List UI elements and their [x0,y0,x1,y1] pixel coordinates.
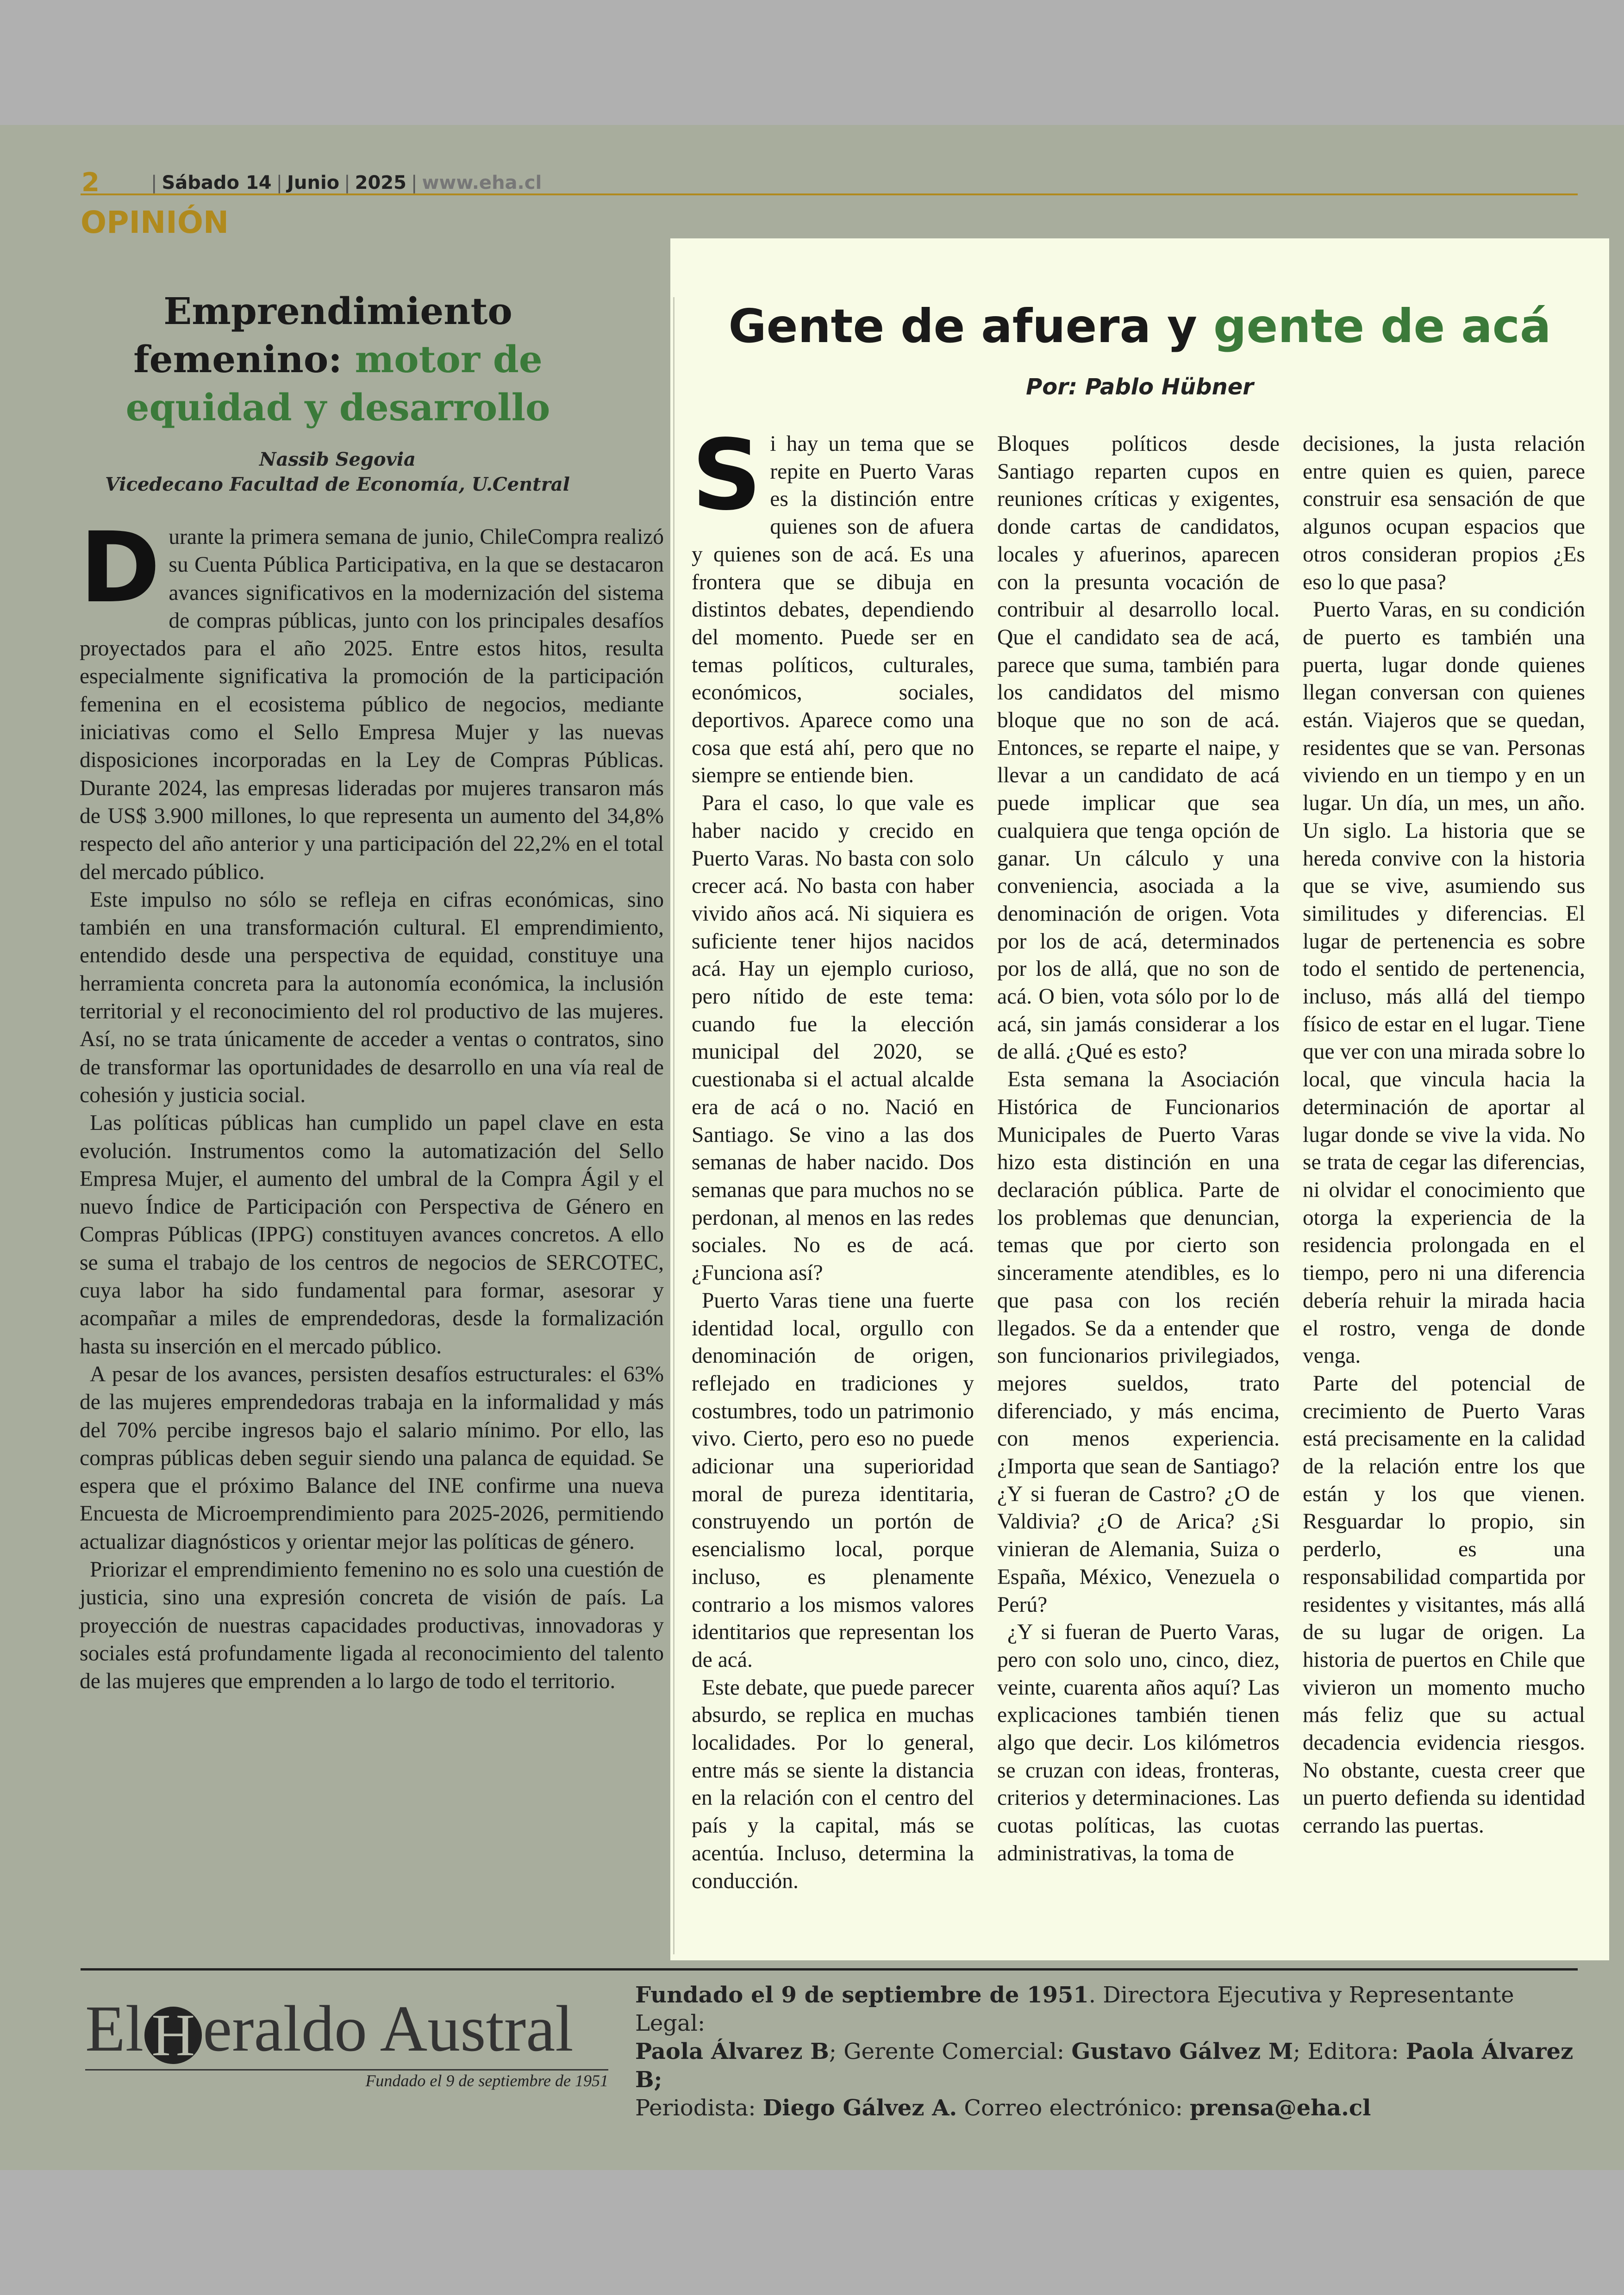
right-article-byline: Por: Pablo Hübner [1026,374,1254,400]
right-title-part1: Gente de afuera y [728,299,1198,353]
left-article-body [80,511,664,1695]
left-paragraph: Durante la primera semana de junio, ChileCompra realizó su Cuenta Pública Participativa, en la que se destacaron avances significativos en la modernización del sistema de compras públicas, junto con los principales desafíos proyectados para el año 2025. Entre estos hitos, resulta especialmente significativa la promoción de la participación femenina en el ecosistema público de negocios, mediante iniciativas como el Sello Empresa Mujer y las nuevas disposiciones incorporadas en la Ley de Compras Públicas. Durante 2024, las empresas lideradas por mujeres transaron más de US$ 3.900 millones, lo que representa un aumento del 34,8% respecto del año anterior y una participación del 22,2% en el total del mercado público. [80,511,664,884]
right-paragraph: Para el caso, lo que vale es haber nacido y crecido en Puerto Varas. No basta con solo crecer acá. No basta con haber vivido años acá. Ni siquiera es suficiente tener hijos nacidos acá. Hay un ejemplo curioso, pero nítido de este tema: cuando fue la elección municipal del 2020, se cuestionaba si el actual alcalde era de acá o no. Nació en Santiago. Se vino a las dos semanas de haber nacido. Dos semanas que para muchos no se perdonan, al menos en las redes sociales. No es de acá. ¿Funciona así? [692,791,974,1285]
right-paragraph: Puerto Varas tiene una fuerte identidad local, orgullo con denominación de origen, reflejado en tradiciones y costumbres, todo un patrimonio vivo. Cierto, pero eso no puede adicionar una superioridad moral de pureza identitaria, construyendo un portón de esencialismo local, porque incluso, es plenamente contrario a los mismos valores identitarios que representan los de acá. [692,1288,974,1672]
page-header [81,168,1578,198]
date-month: Junio [287,172,340,193]
left-paragraph: Las políticas públicas han cumplido un papel clave en esta evolución. Instrumentos como la automatización del Sello Empresa Mujer, el aumento del umbral de la Compra Ágil y el nuevo Índice de Participación con Perspectiva de Género en Compras Públicas (IPPG) constituyen avances concretos. A ello se suma el trabajo de los centros de negocios de SERCOTEC, cuya labor ha sido fundamental para formar, asesorar y acompañar a miles de emprendedoras, desde la formalización hasta su inserción en el mercado público. [80,1111,664,1359]
right-paragraph: Este debate, que puede parecer absurdo, se replica en muchas localidades. Por lo general, entre más se siente la distancia en la relación con el centro del país y la capital, más se acentúa. Incluso, determina la conducción. [692,1675,974,1893]
right-paragraph: Bloques políticos desde Santiago reparten cupos en reuniones críticas y exigentes, donde cartas de candidatos, locales y afuerinos, aparecen con la presunta vocación de contribuir al desarrollo local. Que el candidato sea de acá, parece que suma, también para los candidatos del mismo bloque que no son de acá. Entonces, se reparte el naipe, y llevar a un candidato de acá puede implicar que sea cualquiera que tenga opción de ganar. Un cálculo y una conveniencia, asociada a la denominación de origen. Vota por los de acá, determinados por los de allá, que no son de acá. O bien, vota sólo por lo de acá, sin jamás considerar a los de allá. ¿Qué es esto? [997,432,1280,1064]
website-link[interactable]: www.eha.cl [422,172,542,193]
left-author: Nassib Segovia [259,449,416,470]
right-dropcap: S [692,418,762,532]
right-column-3 [1303,430,1585,1840]
editora-name: Paola Álvarez B; [635,2039,1574,2093]
right-paragraph: Puerto Varas, en su condición de puerto es también una puerta, lugar donde quienes llegan conversan con quienes están. Viajeros que se quedan, residentes que se van. Personas viviendo en un tiempo y en un lugar. Un día, un mes, un año. Un siglo. La historia que se hereda convive con la historia que se vive, asumiendo sus similitudes y diferencias. El lugar de pertenencia es sobre todo el sentido de pertenencia, incluso, más allá del tiempo físico de estar en el lugar. Tiene que ver con una mirada sobre lo local, que vincula hacia la determinación de aportar al lugar donde se vive la vida. No se trata de cegar las diferencias, ni olvidar el conocimiento que otorga la experiencia de la residencia prolongada en el tiempo, pero ni una diferencia debería rehuir la mirada hacia el rostro, venga de donde venga. [1303,598,1585,1368]
masthead-info: Fundado el 9 de septiembre de 1951. Directora Ejecutiva y Representante Legal: Paola Álvarez B; Gerente Comercial: Gustavo Gálvez M; Editora: Paola Álvarez B; Periodista: Diego Gálvez A. Correo electrónico: prensa@eha.cl [635,1982,1574,2121]
left-article-title [106,287,569,431]
left-paragraph: Este impulso no sólo se refleja en cifras económicas, sino también en una transformación cultural. El emprendimiento, entendido desde una perspectiva de equidad, constituye una herramienta concreta para la autonomía económica, la inclusión territorial y el reconocimiento del rol productivo de las mujeres. Así, no se trata únicamente de acceder a ventas o contratos, sino de transformar las oportunidades de desarrollo en una vía real de cohesión y justicia social. [80,887,664,1107]
footer-divider [81,1968,1578,1971]
left-paragraph: A pesar de los avances, persisten desafíos estructurales: el 63% de las mujeres emprendedoras trabaja en la informalidad y más del 70% percibe ingresos bajo el salario mínimo. Por ello, las compras públicas deben seguir siendo una palanca de equidad. Se espera que el próximo Balance del INE confirme una nueva Encuesta de Microemprendimiento para 2025-2026, permitiendo actualizar diagnósticos y orientar mejor las políticas de género. [80,1362,664,1554]
director-name: Paola Álvarez B [635,2039,829,2064]
column-rule [673,297,675,1954]
left-dropcap: D [80,511,161,624]
logo-tagline: Fundado el 9 de septiembre de 1951 [365,2071,608,2090]
date-year: 2025 [355,172,406,193]
section-title: OPINIÓN [81,205,229,240]
right-paragraph: decisiones, la justa relación entre quien es quien, parece construir esa sensación de que algunos ocupan espacios que otros consideran propios ¿Es eso lo que pasa? [1303,432,1585,594]
date-day: Sábado 14 [162,172,272,193]
right-paragraph: Parte del potencial de crecimiento de Puerto Varas está precisamente en la calidad de la relación entre los que están y los que vienen. Resguardar lo propio, sin perderlo, es una responsabilidad compartida por residentes y visitantes, más allá de su lugar de origen. La historia de puertos en Chile que vivieron un momento mucho más feliz que su actual decadencia evidencia riesgos. No obstante, cuesta creer que un puerto defienda su identidad cerrando las puertas. [1303,1371,1585,1838]
dateline: | Sábado 14 | Junio | 2025 | www.eha.cl [151,172,542,193]
right-title-part2: gente de acá [1213,299,1551,353]
page-number: 2 [81,168,100,198]
left-article-byline [81,447,594,497]
left-author-role: Vicedecano Facultad de Economía, U.Central [105,474,570,495]
email-link[interactable]: prensa@eha.cl [1190,2095,1371,2121]
right-paragraph: Esta semana la Asociación Histórica de Funcionarios Municipales de Puerto Varas hizo esta distinción en una declaración pública. Parte de los problemas que denuncian, temas que por cierto son sinceramente atendibles, es lo que pasa con los recién llegados. Se da a entender que son funcionarios privilegiados, mejores sueldos, trato diferenciado, y más encima, con menos experiencia. ¿Importa que sean de Santiago? ¿Y si fueran de Castro? ¿O de Valdivia? ¿O de Arica? ¿Si vinieran de Alemania, Suiza o España, México, Venezuela o Perú? [997,1067,1280,1617]
periodista-name: Diego Gálvez A. [762,2095,957,2121]
logo-underline [85,2069,608,2070]
right-article-title [670,296,1609,356]
left-title-part1: Emprendimiento femenino: [133,289,512,381]
newspaper-logo [85,1977,608,2092]
logo-h-icon: H [144,2007,202,2064]
left-title-part2: motor de equidad y desarrollo [125,337,550,429]
left-paragraph: Priorizar el emprendimiento femenino no es solo una cuestión de justicia, sino una expresión concreta de visión de país. La proyección de nuestras capacidades productivas, innovadoras y sociales está profundamente ligada al reconocimiento del talento de las mujeres que emprenden a lo largo de todo el territorio. [80,1557,664,1694]
right-paragraph: Si hay un tema que se repite en Puerto Varas es la distinción entre quienes son de afuera y quienes son de acá. Es una frontera que se dibuja en distintos debates, dependiendo del momento. Puede ser en temas políticos, culturales, económicos, sociales, deportivos. Aparece como una cosa que está ahí, pero que no siempre se entiende bien. [692,418,974,788]
right-column-2 [997,430,1280,1868]
right-column-1 [692,418,974,1895]
right-paragraph: ¿Y si fueran de Puerto Varas, pero con solo uno, cinco, diez, veinte, cuarenta años aquí? Las explicaciones también tienen algo que decir. Los kilómetros se cruzan con ideas, fronteras, criterios y determinaciones. Las cuotas políticas, las cuotas administrativas, la toma de [997,1620,1280,1865]
gerente-name: Gustavo Gálvez M [1071,2039,1293,2064]
founded-text: Fundado el 9 de septiembre de 1951 [635,1982,1089,2008]
logo-wordmark: El H eraldo Austral [85,1992,574,2069]
